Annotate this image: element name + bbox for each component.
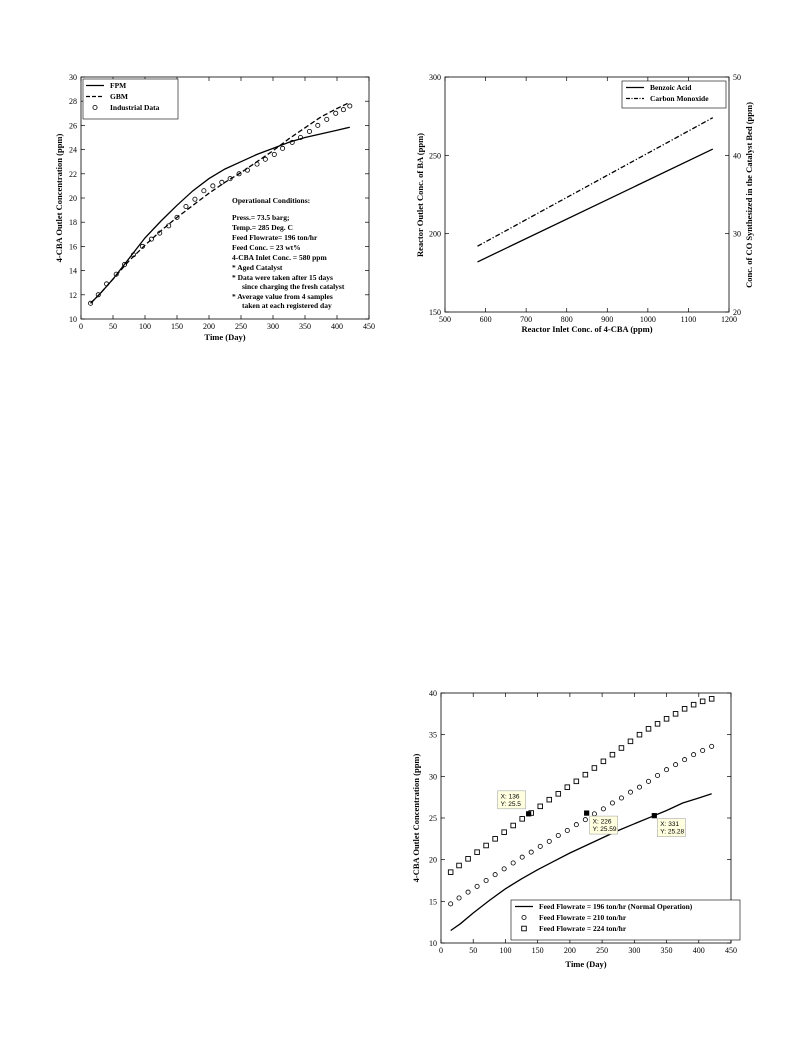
legend xyxy=(622,81,726,108)
y2-axis-label: Conc. of CO Synthesized in the Catalyst Bed (ppm) xyxy=(744,102,754,288)
legend xyxy=(83,79,178,119)
y-tick-label: 18 xyxy=(69,218,77,228)
datatip-marker[interactable] xyxy=(526,811,531,816)
x-tick-label: 700 xyxy=(520,315,533,324)
legend xyxy=(511,900,740,940)
y-tick-label: 30 xyxy=(69,73,77,82)
datatip-marker[interactable] xyxy=(584,810,589,815)
y-tick-label: 35 xyxy=(429,730,437,740)
x-tick-label: 350 xyxy=(299,322,311,331)
x-tick-label: 100 xyxy=(499,946,512,955)
annotation-line: * Average value from 4 samples xyxy=(232,292,333,301)
y2-tick-label: 40 xyxy=(733,151,741,161)
legend-label: FPM xyxy=(110,81,127,90)
x-tick-label: 300 xyxy=(628,946,641,955)
y-tick-label: 12 xyxy=(69,290,77,300)
x-tick-label: 500 xyxy=(439,315,451,324)
y-axis-label: Reactor Outlet Conc. of BA (ppm) xyxy=(415,132,425,258)
y-tick-label: 10 xyxy=(69,315,77,324)
legend-label: Carbon Monoxide xyxy=(650,94,709,103)
y-tick-label: 20 xyxy=(69,194,77,203)
annotation-line: Feed Flowrate= 196 ton/hr xyxy=(232,233,318,242)
x-tick-label: 1100 xyxy=(680,315,697,324)
x-axis-label: Reactor Inlet Conc. of 4-CBA (ppm) xyxy=(521,324,653,334)
y-tick-label: 16 xyxy=(69,242,77,252)
x-tick-label: 300 xyxy=(267,322,279,331)
datatip-y-label: Y: 25.28 xyxy=(660,828,685,836)
y-tick-label: 26 xyxy=(69,121,77,131)
x-tick-label: 350 xyxy=(660,946,673,955)
datatip-x-label: X: 331 xyxy=(660,821,680,829)
y-tick-label: 300 xyxy=(429,73,441,82)
datatip-marker[interactable] xyxy=(652,813,657,818)
y-axis-label: 4-CBA Outlet Concentration (ppm) xyxy=(411,753,421,883)
legend-label: GBM xyxy=(110,92,128,101)
y-tick-label: 30 xyxy=(429,772,437,782)
annotation-line: Feed Conc. = 23 wt% xyxy=(232,243,301,252)
y-tick-label: 10 xyxy=(429,939,437,948)
annotation-line: * Aged Catalyst xyxy=(232,263,283,272)
annotation-line: Press.= 73.5 barg; xyxy=(232,213,290,222)
annotation-line: since charging the fresh catalyst xyxy=(242,282,345,291)
y-tick-label: 150 xyxy=(429,308,441,317)
y-tick-label: 20 xyxy=(429,855,437,865)
datatip-y-label: Y: 25.5 xyxy=(500,800,521,808)
y2-tick-label: 50 xyxy=(733,73,741,82)
datatip-y-label: Y: 25.59 xyxy=(592,826,617,834)
y-tick-label: 22 xyxy=(69,169,77,179)
legend-label: Industrial Data xyxy=(110,103,160,112)
y-tick-label: 200 xyxy=(429,229,441,239)
y2-tick-label: 20 xyxy=(733,308,741,317)
x-tick-label: 0 xyxy=(79,322,83,331)
legend-label: Feed Flowrate = 224 ton/hr xyxy=(539,924,627,933)
x-tick-label: 1200 xyxy=(721,315,737,324)
y-tick-label: 24 xyxy=(69,145,77,155)
x-axis-label: Time (Day) xyxy=(204,332,246,342)
legend-label: Feed Flowrate = 210 ton/hr xyxy=(539,913,627,922)
chart-outlet-conc-vs-time xyxy=(54,73,375,342)
x-tick-label: 50 xyxy=(109,322,117,331)
x-tick-label: 250 xyxy=(235,322,247,331)
x-axis-label: Time (Day) xyxy=(565,959,607,969)
legend-label: Benzoic Acid xyxy=(650,83,692,92)
x-tick-label: 400 xyxy=(331,322,343,331)
x-tick-label: 400 xyxy=(692,946,705,955)
y2-tick-label: 30 xyxy=(733,229,741,239)
x-tick-label: 450 xyxy=(363,322,375,331)
x-tick-label: 100 xyxy=(139,322,151,331)
x-tick-label: 900 xyxy=(601,315,614,324)
annotation-line: taken at each registered day xyxy=(242,301,332,310)
chart-ba-co-vs-inlet xyxy=(415,73,754,334)
y-tick-label: 25 xyxy=(429,814,437,823)
y-tick-label: 28 xyxy=(69,97,77,107)
x-tick-label: 200 xyxy=(563,946,576,955)
x-tick-label: 0 xyxy=(439,946,443,955)
y-axis-label: 4-CBA Outlet Concentration (ppm) xyxy=(54,133,64,263)
x-tick-label: 150 xyxy=(531,946,544,955)
annotation-line: 4-CBA Inlet Conc. = 580 ppm xyxy=(232,253,327,262)
x-tick-label: 150 xyxy=(171,322,183,331)
annotation-title: Operational Conditions: xyxy=(232,196,311,205)
datatip-x-label: X: 136 xyxy=(500,793,520,801)
legend-label: Feed Flowrate = 196 ton/hr (Normal Operation) xyxy=(539,902,693,911)
plot-area-frame xyxy=(445,77,729,312)
y-tick-label: 40 xyxy=(429,689,437,698)
y-tick-label: 250 xyxy=(429,151,441,161)
x-tick-label: 600 xyxy=(479,315,492,324)
x-tick-label: 200 xyxy=(203,322,215,331)
x-tick-label: 450 xyxy=(725,946,737,955)
x-tick-label: 50 xyxy=(469,946,478,955)
y-tick-label: 15 xyxy=(429,897,437,907)
chart-flowrate-scenarios xyxy=(411,689,740,969)
x-tick-label: 250 xyxy=(596,946,609,955)
datatip-x-label: X: 226 xyxy=(592,818,612,826)
x-tick-label: 800 xyxy=(560,315,573,324)
y-tick-label: 14 xyxy=(69,266,77,276)
annotation-line: * Data were taken after 15 days xyxy=(232,273,333,282)
x-tick-label: 1000 xyxy=(639,315,656,324)
annotation-line: Temp.= 285 Deg. C xyxy=(232,223,293,232)
